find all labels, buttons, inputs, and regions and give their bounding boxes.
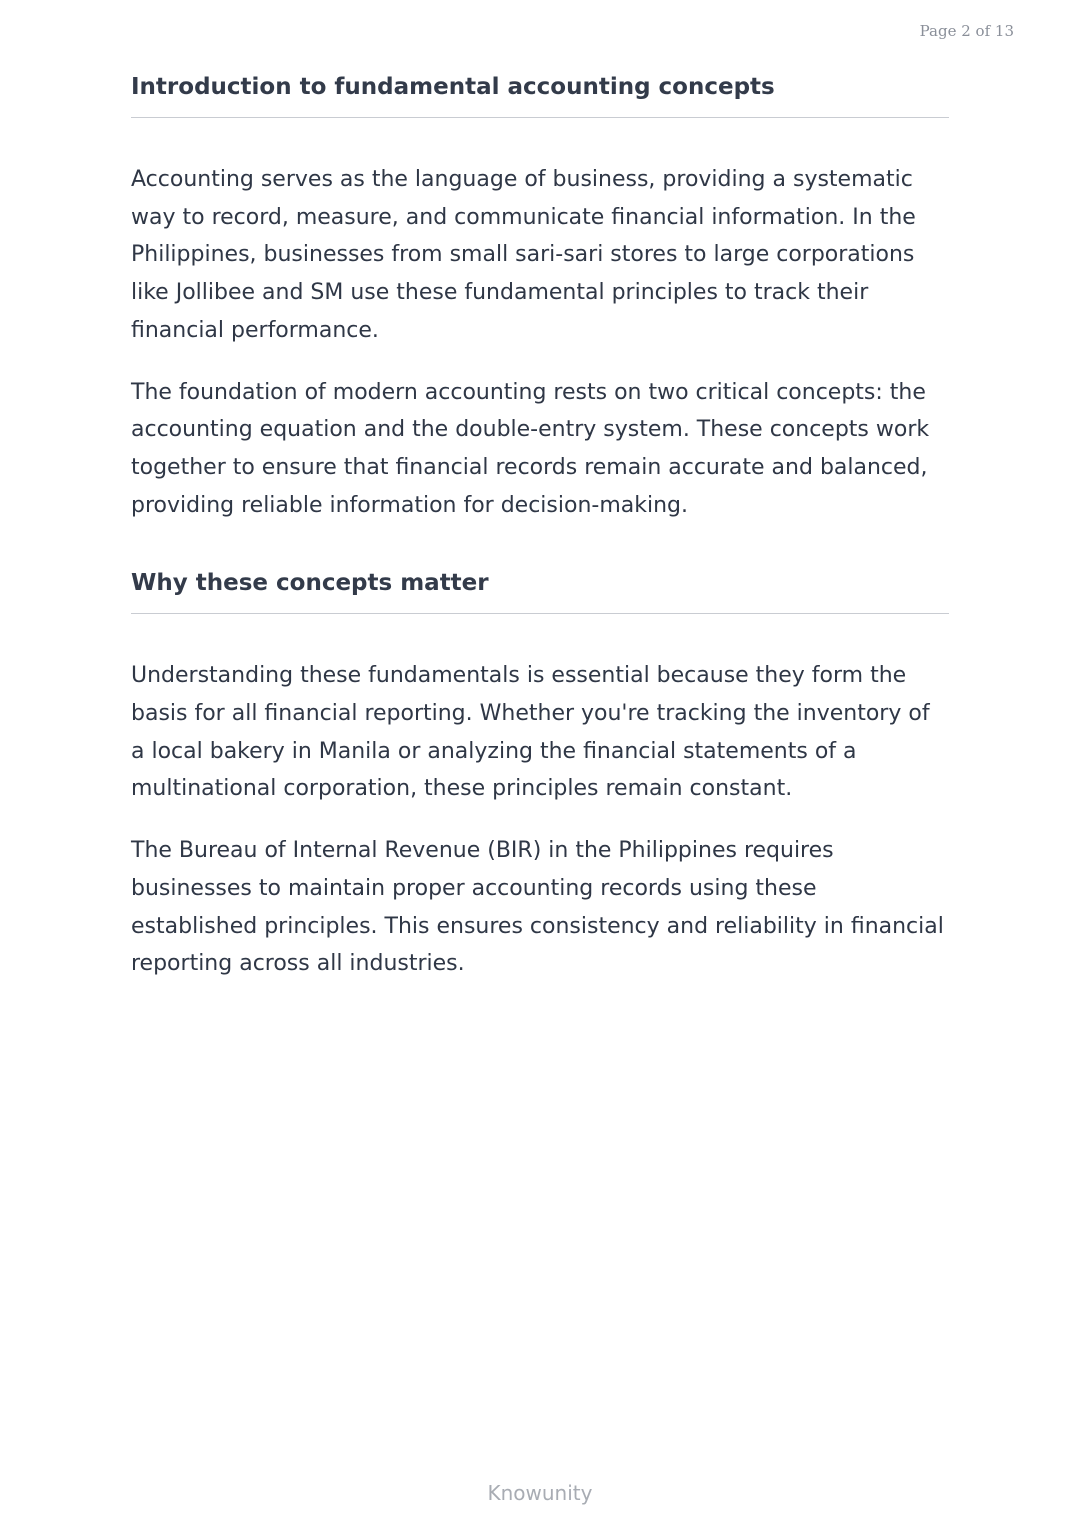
section-divider [131,613,949,614]
paragraph: Accounting serves as the language of business, providing a systematic way to record, measure, and communicate financial information. In the Philippines, businesses from small sari-sari stores to large corporations like Jollibee and SM use these fundamental principles to track their financial performance. [131,167,916,343]
paragraph: The Bureau of Internal Revenue (BIR) in the Philippines requires businesses to maintain proper accounting records using these established principles. This ensures consistency and reliability in financial reporting across all industries. [131,838,944,977]
section-heading-why-concepts-matter: Why these concepts matter [131,570,489,597]
section-divider [131,117,949,118]
section-heading-introduction: Introduction to fundamental accounting concepts [131,74,775,100]
footer-brand: Knowunity [487,1481,593,1505]
document-body [131,70,949,983]
page-number: Page 2 of 13 [919,22,1014,40]
paragraph: Understanding these fundamentals is essential because they form the basis for all financial reporting. Whether you're tracking the inventory of a local bakery in Manila or analyzing the financial statements of a multinational corporation, these principles remain constant. [131,663,930,802]
paragraph: The foundation of modern accounting rests on two critical concepts: the accounting equation and the double-entry system. These concepts work together to ensure that financial records remain accurate and balanced, providing reliable information for decision-making. [131,379,930,518]
